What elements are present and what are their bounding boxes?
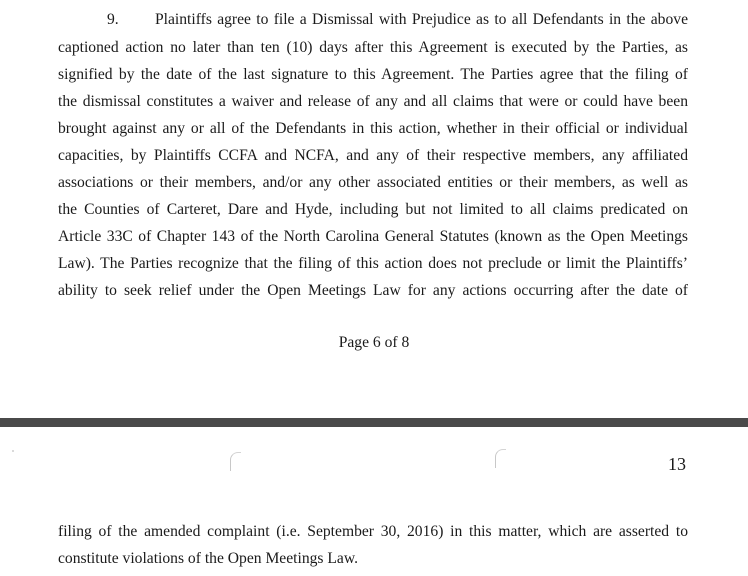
paragraph-line: Article 33C of Chapter 143 of the North Carolina General Statutes (known as the Open Meetings: [58, 228, 688, 245]
exhibit-page-number: 13: [668, 454, 686, 474]
page-break-divider: [0, 418, 748, 427]
paragraph-line: the Counties of Carteret, Dare and Hyde, including but not limited to all claims predicated on: [58, 201, 688, 218]
paragraph-line: Law). The Parties recognize that the filing of this action does not preclude or limit the Plaintiffs’: [58, 255, 688, 272]
scan-artifact-dot: [12, 450, 14, 452]
paragraph-first-line: Plaintiffs agree to file a Dismissal with Prejudice as to all Defendants in the above: [155, 11, 688, 28]
paragraph-line: the dismissal constitutes a waiver and release of any and all claims that were or could have been: [58, 93, 688, 110]
scan-artifact-mark: [495, 449, 506, 468]
paragraph-line: constitute violations of the Open Meetings Law.: [58, 550, 358, 567]
paragraph-line: captioned action no later than ten (10) days after this Agreement is executed by the Parties, as: [58, 39, 688, 56]
paragraph-line: ability to seek relief under the Open Meetings Law for any actions occurring after the date of: [58, 282, 688, 299]
paragraph-line: capacities, by Plaintiffs CCFA and NCFA, and any of their respective members, any affiliated: [58, 147, 688, 164]
paragraph-line: signified by the date of the last signature to this Agreement. The Parties agree that the filing of: [58, 66, 688, 83]
scan-artifact-mark: [230, 452, 241, 471]
paragraph-line: brought against any or all of the Defendants in this action, whether in their official or individual: [58, 120, 688, 137]
paragraph-line: associations or their members, and/or any other associated entities or their members, as well as: [58, 174, 688, 191]
page-number-footer: Page 6 of 8: [338, 334, 410, 351]
paragraph-number: 9.: [107, 11, 119, 28]
paragraph-line: filing of the amended complaint (i.e. September 30, 2016) in this matter, which are asserted to: [58, 523, 688, 540]
